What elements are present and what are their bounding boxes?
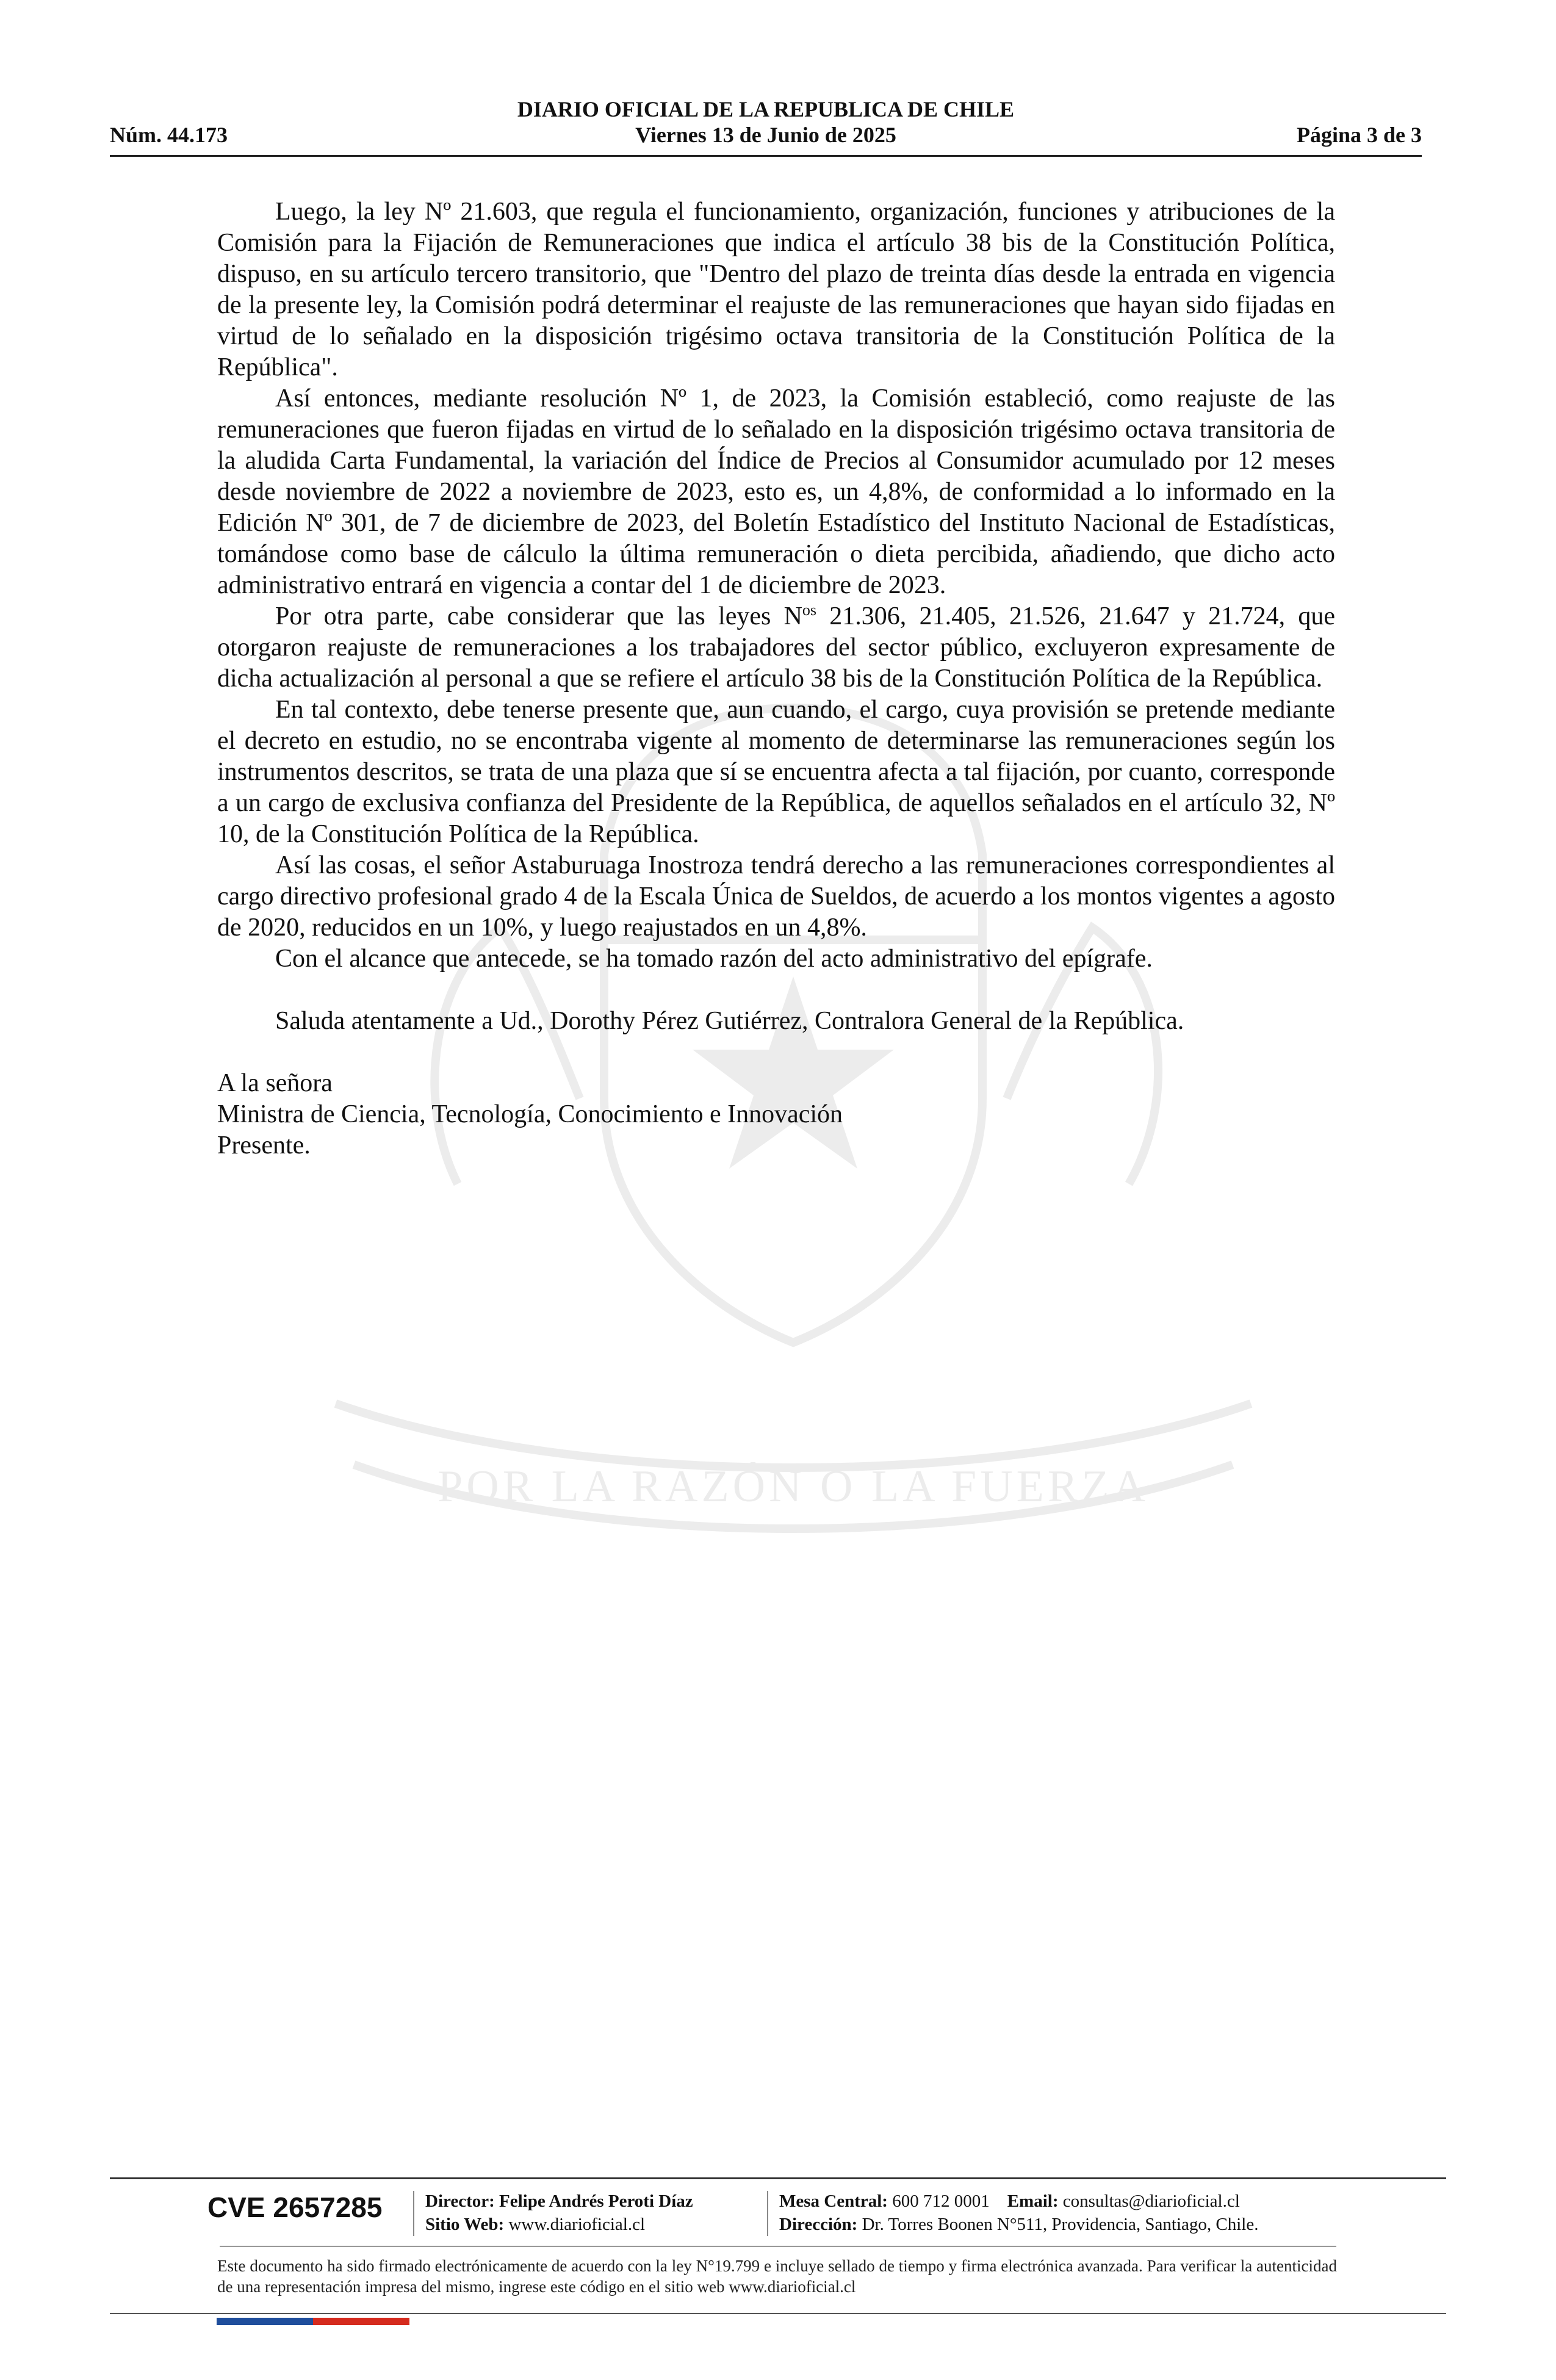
cve-code: CVE 2657285	[207, 2191, 383, 2223]
legal-notice: Este documento ha sido firmado electrónicamente de acuerdo con la ley N°19.799 e incluye sellado de tiempo y firma electrónica avanzada. Para verificar la autenticidad de una representación impresa del mismo, ingrese este código en el sitio web www.diarioficial.cl	[217, 2257, 1337, 2296]
paragraph-1: Luego, la ley Nº 21.603, que regula el funcionamiento, organización, funciones y atribuciones de la Comisión para la Fijación de Remuneraciones que indica el artículo 38 bis de la Constitución Política, dispuso, en su artículo tercero transitorio, que "Dentro del plazo de treinta días desde la entrada en vigencia de la presente ley, la Comisión podrá determinar el reajuste de las remuneraciones que hayan sido fijadas en virtud de lo señalado en la disposición trigésimo octava transitoria de la Constitución Política de la República".	[217, 198, 1335, 381]
address-value: Dr. Torres Boonen N°511, Providencia, Santiago, Chile.	[862, 2215, 1259, 2234]
footer-separator	[767, 2191, 768, 2236]
director-name: Felipe Andrés Peroti Díaz	[499, 2191, 693, 2211]
director-label: Director:	[425, 2191, 495, 2211]
page-number: Página 3 de 3	[1296, 123, 1422, 147]
flag-blue-segment	[217, 2318, 313, 2325]
issue-number: Núm. 44.173	[110, 123, 228, 147]
publication-title: DIARIO OFICIAL DE LA REPUBLICA DE CHILE	[517, 97, 1015, 121]
paragraph-3-end: 21.306, 21.405, 21.526, 21.647 y 21.724, que otorgaron reajuste de remuneraciones a los trabajadores del sector público, excluyeron expresamente de dicha actualización al personal a que se refiere el artículo 38 bis de la Constitución Política de la República.	[217, 602, 1335, 693]
footer-top-rule	[110, 2177, 1446, 2179]
footer-director-block	[425, 2190, 693, 2236]
footer-contact-block	[779, 2190, 1258, 2236]
paragraph-6: Con el alcance que antecede, se ha tomado razón del acto administrativo del epígrafe.	[275, 945, 1153, 973]
watermark-motto: POR LA RAZÓN O LA FUERZA	[438, 1462, 1149, 1512]
issue-date: Viernes 13 de Junio de 2025	[635, 123, 896, 147]
email-label: Email:	[1007, 2191, 1059, 2211]
paragraph-2: Así entonces, mediante resolución Nº 1, de 2023, la Comisión estableció, como reajuste de las remuneraciones que fueron fijadas en virtud de lo señalado en la disposición trigésimo octava transitoria de la aludida Carta Fundamental, la variación del Índice de Precios al Consumidor acumulado por 12 meses desde noviembre de 2022 a noviembre de 2023, esto es, un 4,8%, de conformidad a lo informado en la Edición Nº 301, de 7 de diciembre de 2023, del Boletín Estadístico del Instituto Nacional de Estadísticas, tomándose como base de cálculo la última remuneración o dieta percibida, añadiendo, que dicho acto administrativo entrará en vigencia a contar del 1 de diciembre de 2023.	[217, 384, 1335, 599]
address-label: Dirección:	[779, 2215, 858, 2234]
recipient-line-2: Ministra de Ciencia, Tecnología, Conocimiento e Innovación	[217, 1100, 843, 1128]
paragraph-3-start: Por otra parte, cabe considerar que las leyes N	[275, 602, 802, 630]
header-rule	[110, 155, 1422, 157]
page-header	[110, 92, 1422, 159]
plural-superscript: os	[802, 601, 817, 619]
footer-mid-rule	[220, 2246, 1336, 2247]
page-footer	[110, 2177, 1446, 2324]
paragraph-3	[217, 601, 1335, 694]
recipient-line-3: Presente.	[217, 1131, 311, 1159]
email-address[interactable]: consultas@diarioficial.cl	[1062, 2191, 1240, 2211]
site-url[interactable]: www.diarioficial.cl	[508, 2215, 646, 2234]
paragraph-5: Así las cosas, el señor Astaburuaga Inostroza tendrá derecho a las remuneraciones correspondientes al cargo directivo profesional grado 4 de la Escala Única de Sueldos, de acuerdo a los montos vigentes a agosto de 2020, reducidos en un 10%, y luego reajustados en un 4,8%.	[217, 851, 1335, 942]
header-row	[110, 122, 1422, 149]
footer-separator	[413, 2191, 414, 2236]
mesa-phone: 600 712 0001	[892, 2191, 990, 2211]
chile-flag-stripe	[217, 2318, 409, 2325]
site-label: Sitio Web:	[425, 2215, 505, 2234]
mesa-label: Mesa Central:	[779, 2191, 888, 2211]
closing-salutation: Saluda atentamente a Ud., Dorothy Pérez Gutiérrez, Contralora General de la República.	[275, 1007, 1184, 1035]
document-body	[217, 197, 1335, 1161]
flag-red-segment	[313, 2318, 409, 2325]
paragraph-4: En tal contexto, debe tenerse presente que, aun cuando, el cargo, cuya provisión se pretende mediante el decreto en estudio, no se encontraba vigente al momento de determinarse las remuneraciones según los instrumentos descritos, se trata de una plaza que sí se encuentra afecta a tal fijación, por cuanto, corresponde a un cargo de exclusiva confianza del Presidente de la República, de aquellos señalados en el artículo 32, Nº 10, de la Constitución Política de la República.	[217, 696, 1335, 848]
footer-bottom-rule	[110, 2313, 1446, 2314]
recipient-line-1: A la señora	[217, 1069, 333, 1097]
